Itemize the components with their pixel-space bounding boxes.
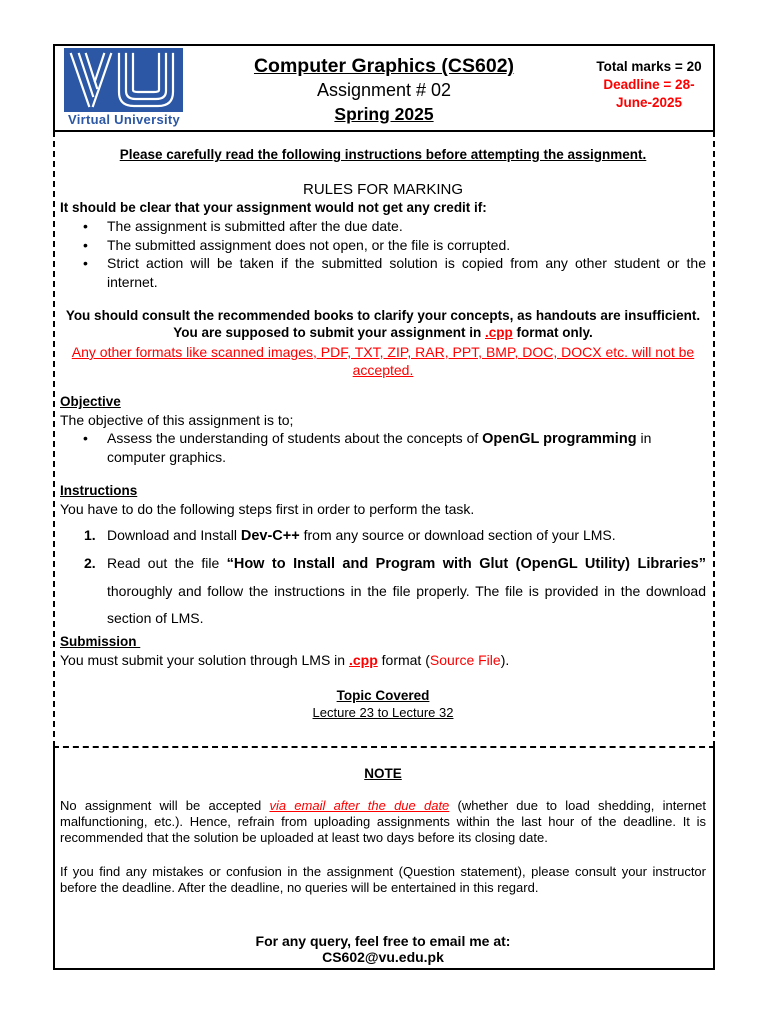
step-text-tail: thoroughly and follow the instructions in the file properly. The file is provided in the download section of LMS. xyxy=(107,583,706,626)
rules-list-item xyxy=(60,254,706,291)
step-text-lead: Download and Install xyxy=(107,527,241,543)
note-paragraph-2: If you find any mistakes or confusion in the assignment (Question statement), please consult your instructor before the deadline. After the deadline, no queries will be entertained in this regard. xyxy=(60,864,706,895)
objective-list-item xyxy=(60,429,706,466)
bullet-icon xyxy=(83,217,88,236)
objective-heading: Objective xyxy=(60,394,121,409)
rules-item-text: The submitted assignment does not open, or the file is corrupted. xyxy=(107,236,511,253)
step-number: 2. xyxy=(84,555,96,571)
submission-text-middle: format ( xyxy=(377,652,430,668)
instructions-heading: Instructions xyxy=(60,483,138,498)
submission-text xyxy=(60,651,706,669)
step-text xyxy=(107,550,706,632)
deadline: Deadline = 28-June-2025 xyxy=(603,77,695,110)
formats-warning: Any other formats like scanned images, PDF, TXT, ZIP, RAR, PPT, BMP, DOC, DOCX etc. will not be accepted. xyxy=(71,344,695,378)
rules-heading: RULES FOR MARKING xyxy=(302,181,464,198)
logo-caption: Virtual University xyxy=(67,112,181,127)
step-emphasis: Dev-C++ xyxy=(240,528,300,544)
objective-text-tail: in computer graphics. xyxy=(107,430,652,465)
step-emphasis: “How to Install and Program with Glut (OpenGL Utility) Libraries” xyxy=(226,556,706,572)
topics-heading: Topic Covered xyxy=(336,688,430,703)
bullet-icon xyxy=(83,429,88,447)
marks-deadline-block xyxy=(590,58,708,112)
objective-lead: The objective of this assignment is to; xyxy=(60,412,294,428)
note-text-tail: (whether due to load shedding, internet malfunctioning, etc.). Hence, refrain from uploading assignments within the last hour of the deadline. It is recommended that the solution be uploaded at least two days before its closing date. xyxy=(60,798,706,845)
body-frame-left xyxy=(53,131,55,747)
bullet-icon xyxy=(83,254,88,273)
rules-list-item xyxy=(60,236,706,255)
format-note xyxy=(60,324,706,342)
note-heading: NOTE xyxy=(364,766,402,781)
step-item xyxy=(60,550,706,632)
note-highlight: via email after the due date xyxy=(269,798,450,813)
rules-item-text: Strict action will be taken if the submitted solution is copied from any other student or the internet. xyxy=(107,255,706,290)
vu-logo xyxy=(64,48,184,127)
note-text: No assignment will be accepted xyxy=(60,798,270,813)
step-text-tail: from any source or download section of your LMS. xyxy=(299,527,616,543)
objective-item-text xyxy=(107,429,706,466)
body-frame-right xyxy=(713,131,715,747)
contact-email: CS602@vu.edu.pk xyxy=(322,949,444,965)
rules-list-item xyxy=(60,217,706,236)
format-extension: .cpp xyxy=(485,325,513,340)
note-paragraph-1 xyxy=(60,798,706,846)
submission-text-lead: You must submit your solution through LMS in xyxy=(60,652,349,668)
header-title-block xyxy=(190,55,578,126)
read-instructions-notice: Please carefully read the following instructions before attempting the assignment. xyxy=(119,147,647,162)
vu-logo-icon xyxy=(64,48,183,112)
objective-text: Assess the understanding of students about the concepts of xyxy=(107,430,483,446)
step-number: 1. xyxy=(84,527,96,543)
rules-list xyxy=(60,217,706,291)
rules-item-text: The assignment is submitted after the due date. xyxy=(107,218,403,234)
contact-lead: For any query, feel free to email me at: xyxy=(255,933,511,949)
step-text xyxy=(107,522,706,550)
format-note-tail: format only. xyxy=(512,325,593,340)
submission-heading: Submission xyxy=(60,634,141,649)
step-text-lead: Read out the file xyxy=(107,555,227,571)
instructions-steps xyxy=(60,522,706,632)
course-title: Computer Graphics (CS602) xyxy=(253,55,515,77)
topics-range: Lecture 23 to Lecture 32 xyxy=(312,705,454,720)
assignment-number: Assignment # 02 xyxy=(316,80,452,100)
objective-emphasis: OpenGL programming xyxy=(482,431,637,447)
format-note-text: You are supposed to submit your assignment in xyxy=(173,325,485,340)
total-marks: Total marks = 20 xyxy=(596,59,702,74)
objective-list xyxy=(60,429,706,466)
rules-lead: It should be clear that your assignment would not get any credit if: xyxy=(60,200,487,215)
step-item xyxy=(60,522,706,550)
submission-extension: .cpp xyxy=(348,652,378,668)
consult-books-note: You should consult the recommended books to clarify your concepts, as handouts are insufficient. xyxy=(65,308,701,323)
semester: Spring 2025 xyxy=(334,104,434,124)
bullet-icon xyxy=(83,236,88,255)
instructions-lead: You have to do the following steps first in order to perform the task. xyxy=(60,501,475,517)
submission-text-tail: ). xyxy=(500,652,510,668)
submission-source-file: Source File xyxy=(429,652,501,668)
